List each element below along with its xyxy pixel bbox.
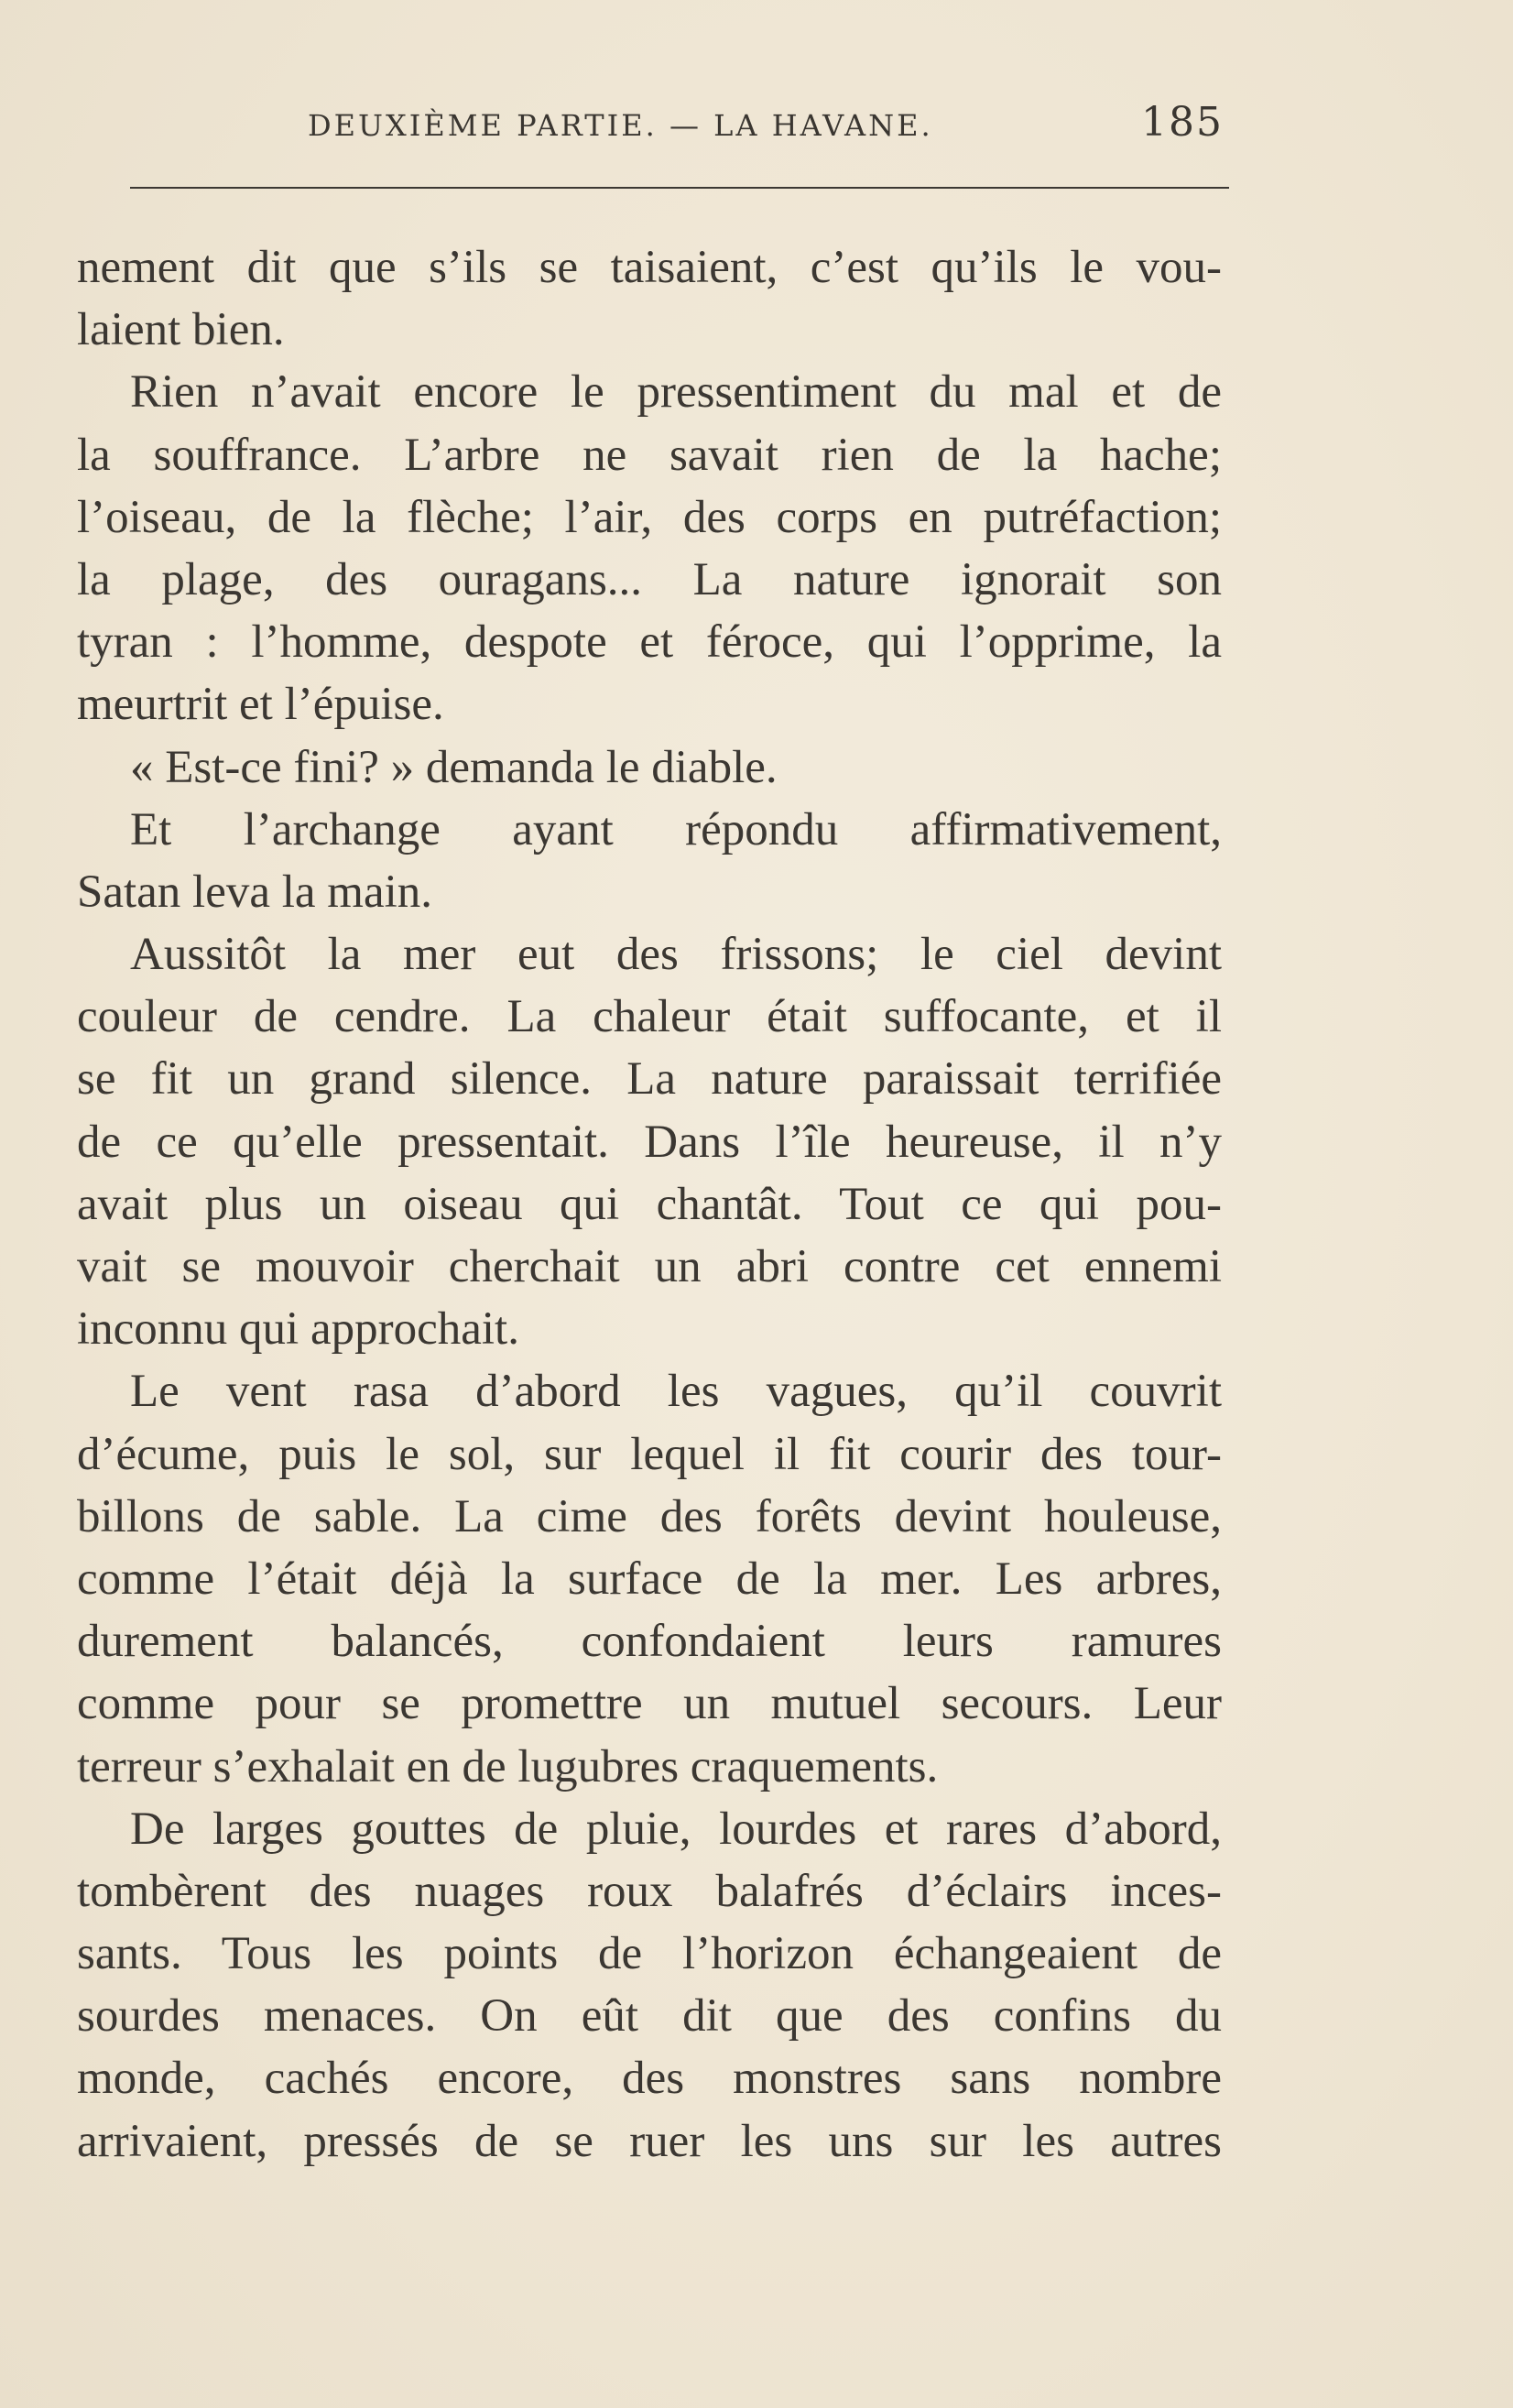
text-line: tyran : l’homme, despote et féroce, qui l’opprime, la: [77, 616, 1222, 669]
text-line: se fit un grand silence. La nature paraissait terrifiée: [77, 1053, 1222, 1106]
text-line: la souffrance. L’arbre ne savait rien de la hache;: [77, 429, 1222, 481]
text-line: Rien n’avait encore le pressentiment du mal et de: [130, 366, 1222, 419]
header-rule: [130, 187, 1229, 189]
text-line: meurtrit et l’épuise.: [77, 679, 444, 731]
text-line: Satan leva la main.: [77, 866, 433, 918]
text-line: sourdes menaces. On eût dit que des confins du: [77, 1990, 1222, 2043]
text-line: arrivaient, pressés de se ruer les uns sur les autres: [77, 2115, 1222, 2167]
text-line: inconnu qui approchait.: [77, 1303, 519, 1356]
text-line: terreur s’exhalait en de lugubres craquements.: [77, 1740, 939, 1792]
text-line: « Est-ce fini? » demanda le diable.: [130, 741, 778, 793]
text-line: d’écume, puis le sol, sur lequel il fit courir des tour-: [77, 1428, 1222, 1480]
body-text: [77, 236, 1222, 2173]
running-title: DEUXIÈME PARTIE. — LA HAVANE.: [308, 108, 933, 143]
text-line: De larges gouttes de pluie, lourdes et rares d’abord,: [130, 1803, 1222, 1855]
text-line: avait plus un oiseau qui chantât. Tout ce qui pou-: [77, 1178, 1222, 1230]
text-line: comme pour se promettre un mutuel secours. Leur: [77, 1678, 1222, 1730]
text-line: vait se mouvoir cherchait un abri contre cet ennemi: [77, 1241, 1222, 1292]
text-line: Le vent rasa d’abord les vagues, qu’il couvrit: [130, 1366, 1222, 1418]
text-line: Et l’archange ayant répondu affirmativement,: [130, 803, 1222, 855]
text-line: monde, cachés encore, des monstres sans nombre: [77, 2053, 1222, 2105]
page-number: 185: [1141, 99, 1224, 146]
text-line: la plage, des ouragans... La nature ignorait son: [77, 553, 1222, 605]
text-line: nement dit que s’ils se taisaient, c’est qu’ils le vou-: [77, 242, 1222, 293]
text-line: laient bien.: [77, 304, 285, 356]
text-line: tombèrent des nuages roux balafrés d’éclairs inces-: [77, 1865, 1222, 1917]
text-line: sants. Tous les points de l’horizon échangeaient de: [77, 1928, 1222, 1980]
text-line: billons de sable. La cime des forêts devint houleuse,: [77, 1490, 1222, 1542]
text-line: Aussitôt la mer eut des frissons; le ciel devint: [130, 929, 1222, 981]
text-line: durement balancés, confondaient leurs ramures: [77, 1616, 1222, 1668]
page-header: [308, 99, 1224, 154]
text-line: de ce qu’elle pressentait. Dans l’île heureuse, il n’y: [77, 1116, 1222, 1168]
text-line: l’oiseau, de la flèche; l’air, des corps en putréfaction;: [77, 491, 1222, 543]
text-line: comme l’était déjà la surface de la mer. Les arbres,: [77, 1553, 1222, 1605]
text-line: couleur de cendre. La chaleur était suffocante, et il: [77, 991, 1222, 1043]
